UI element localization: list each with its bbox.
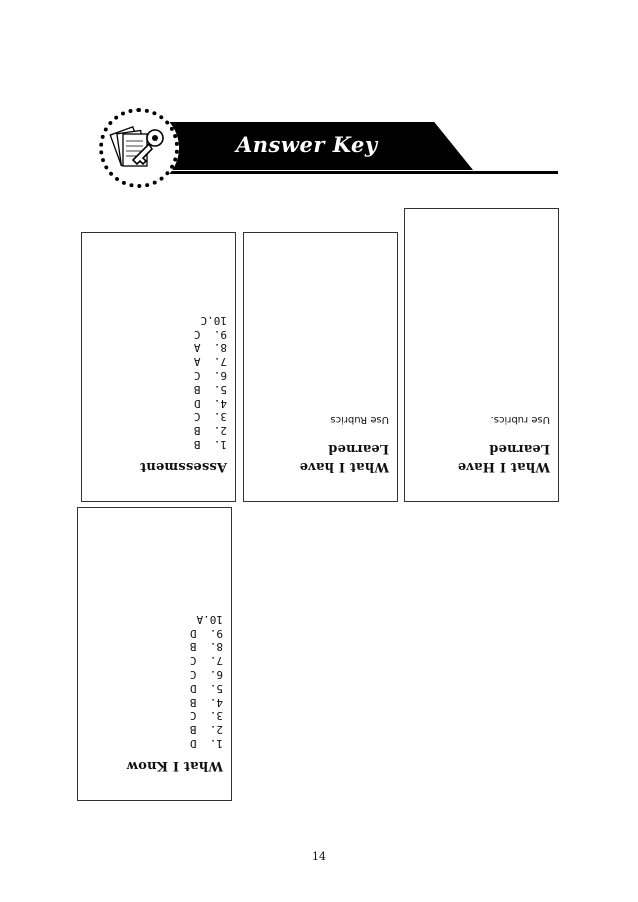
what-i-know-card [77,507,232,801]
list-item: 1. B [193,438,227,451]
list-item: 8. B [189,640,223,654]
learned-heading-line2: Learned [489,441,550,456]
learned-heading-line1: What I have [299,459,389,474]
list-item: 9. C [193,327,227,341]
know-answer-list [190,612,223,750]
list-item: 6. C [193,369,227,383]
list-item: 5. D [189,681,223,695]
list-item: 10.A [196,612,223,626]
learned-note: Use Rubrics [330,414,389,425]
list-item: 2. B [193,424,227,438]
list-item: 4. D [193,396,227,410]
learned-heading-line1: What I Have [457,459,550,474]
list-item: 6. C [189,668,223,682]
list-item: 4. B [189,695,223,709]
list-item: 2. B [189,723,223,737]
learned-note: Use rubrics. [490,414,550,425]
list-item: 3. C [189,709,223,723]
list-item: 10.C [200,313,227,327]
banner-title: Answer Key [236,132,378,157]
page-number: 14 [312,850,326,863]
assessment-answer-list [194,313,227,451]
list-item: 3. C [193,410,227,424]
list-item: 7. A [193,355,227,369]
list-item: 5. B [193,382,227,396]
know-heading: What I Know [126,758,223,773]
list-item: 1. D [189,737,223,750]
list-item: 8. A [193,341,227,355]
list-item: 7. C [189,654,223,668]
list-item: 9. D [189,626,223,640]
assessment-card [81,232,236,502]
what-i-have-learned-card [243,232,398,502]
what-i-have-learned-card-2 [404,208,559,502]
key-documents-icon [99,108,179,188]
banner-underline [150,171,558,174]
assessment-heading: Assessment [139,459,227,474]
learned-heading-line2: Learned [328,441,389,456]
